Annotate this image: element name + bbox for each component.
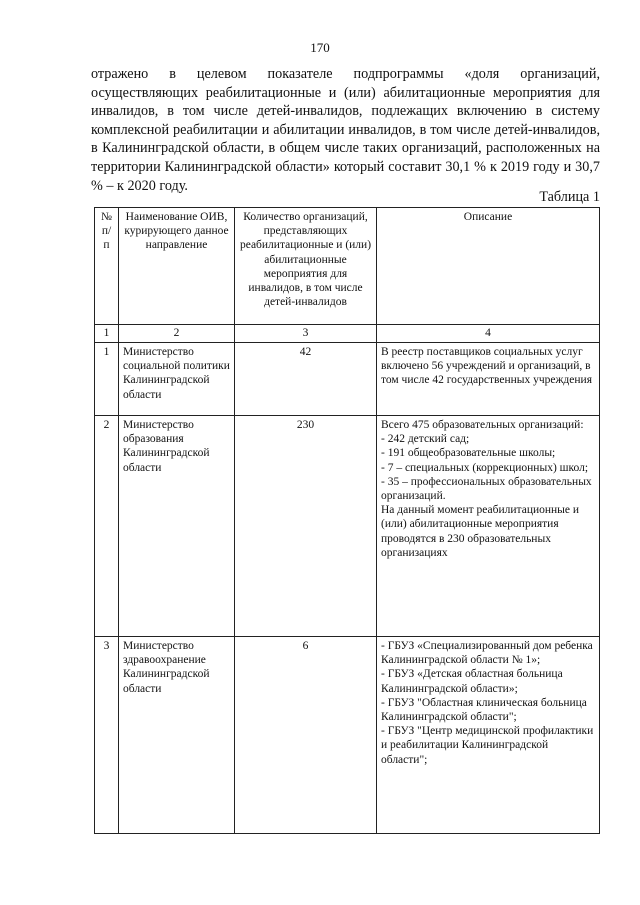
row-count: 6 — [235, 637, 377, 834]
row-authority: Министерство здравоохранение Калининградской области — [119, 637, 235, 834]
description-line: - 191 общеобразовательные школы; — [381, 447, 556, 460]
row-number: 2 — [95, 416, 119, 637]
table-row — [95, 343, 600, 416]
row-count: 230 — [235, 416, 377, 637]
header-number: № п/п — [95, 208, 119, 325]
table-header-row — [95, 208, 600, 325]
organizations-table — [94, 207, 600, 834]
index-cell: 1 — [95, 325, 119, 343]
index-cell: 3 — [235, 325, 377, 343]
table-caption: Таблица 1 — [539, 189, 600, 205]
intro-paragraph: отражено в целевом показателе подпрограммы «доля организаций, осуществляющих реабилитационные и (или) абилитационные мероприятия для инвалидов, в том числе детей-инвалидов, подлежащих включению в систему комплексной реабилитации и абилитации инвалидов, в том числе детей-инвалидов, в Калининградской области, в общем числе таких организаций, расположенных на территории Калининградской области» который составит 30,1 % к 2019 году и 30,7 % – к 2020 году. — [91, 66, 600, 194]
row-count: 42 — [235, 343, 377, 416]
table-row — [95, 637, 600, 834]
row-description — [377, 416, 600, 637]
description-line: - ГБУЗ «Детская областная больница Калининградской области»; — [381, 668, 563, 695]
header-count: Количество организаций, представляющих реабилитационные и (или) абилитационные мероприятия для инвалидов, в том числе детей-инвалидов — [235, 208, 377, 325]
row-number: 1 — [95, 343, 119, 416]
index-cell: 4 — [377, 325, 600, 343]
header-authority: Наименование ОИВ, курирующего данное направление — [119, 208, 235, 325]
description-line: - 7 – специальных (коррекционных) школ; — [381, 461, 589, 474]
row-number: 3 — [95, 637, 119, 834]
description-line: - ГБУЗ «Специализированный дом ребенка Калининградской области № 1»; — [381, 640, 593, 667]
description-line: - ГБУЗ "Центр медицинской профилактики и реабилитации Калининградской области"; — [381, 725, 594, 766]
description-line: - ГБУЗ "Областная клиническая больница Калининградской области"; — [381, 696, 587, 724]
row-authority: Министерство социальной политики Калининградской области — [119, 343, 235, 416]
header-description: Описание — [377, 208, 600, 325]
description-line: - 35 – профессиональных образовательных организаций. — [381, 475, 592, 503]
table-row — [95, 416, 600, 637]
description-line: На данный момент реабилитационные и (или) абилитационные мероприятия проводятся в 230 образовательных организациях — [381, 504, 580, 559]
page-number: 170 — [310, 40, 330, 55]
index-cell: 2 — [119, 325, 235, 343]
description-line: - 242 детский сад; — [381, 433, 470, 446]
description-line: В реестр поставщиков социальных услуг включено 56 учреждений и организаций, в том числе 42 государственных учреждения — [381, 346, 592, 387]
description-line: Всего 475 образовательных организаций: — [381, 419, 584, 431]
table-index-row — [95, 325, 600, 343]
row-authority: Министерство образования Калининградской области — [119, 416, 235, 637]
row-description — [377, 343, 600, 416]
row-description — [377, 637, 600, 834]
